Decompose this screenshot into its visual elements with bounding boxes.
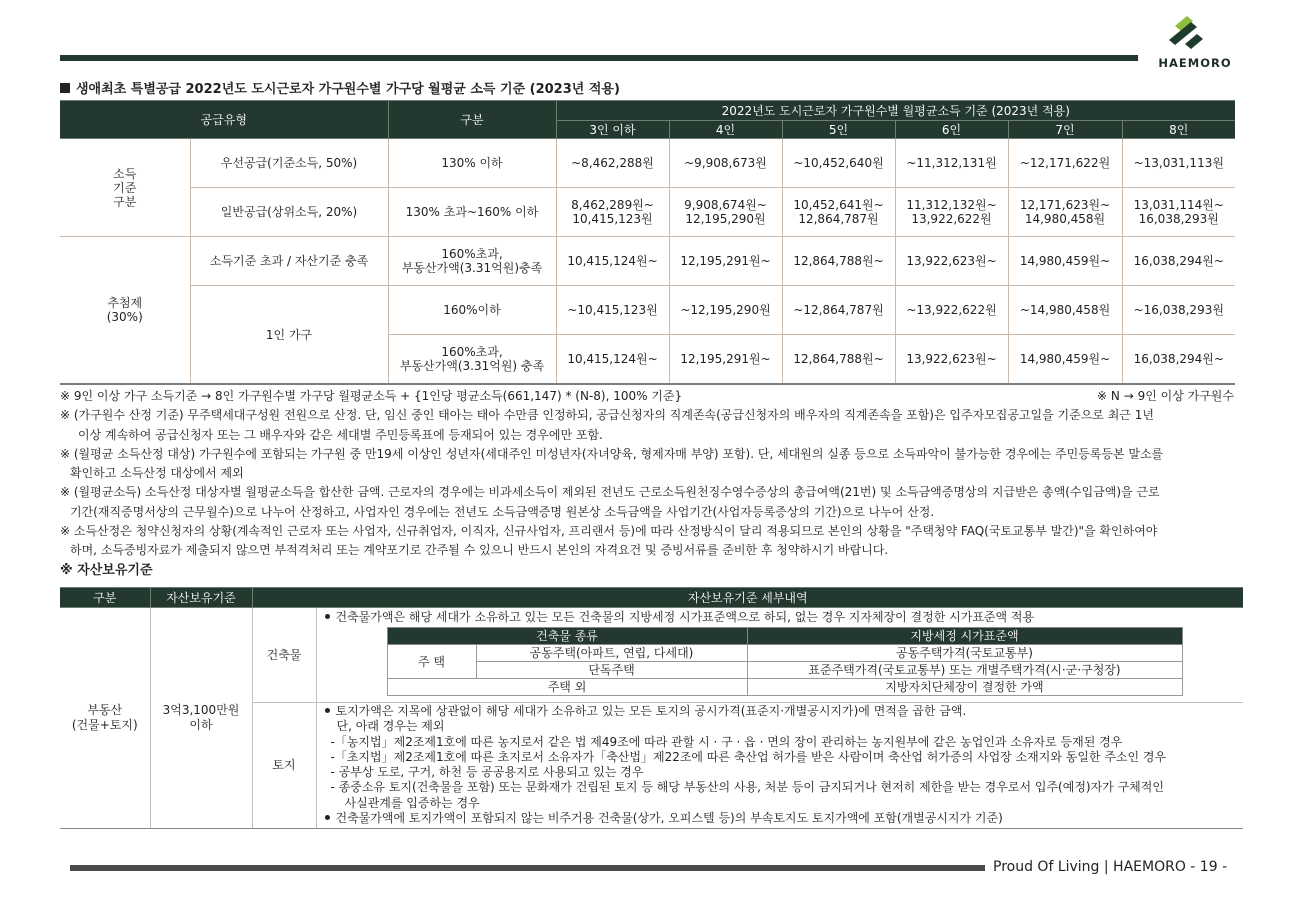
income-cell: 12,195,291원~ — [669, 237, 782, 286]
header-size-6: 6인 — [895, 121, 1008, 139]
income-cell: 10,415,124원~ — [556, 335, 669, 384]
table-row — [60, 286, 1235, 335]
note — [60, 406, 1240, 445]
note-text: 이상 계속하여 공급신청자 또는 그 배우자와 같은 세대별 주민등록표에 등재되어 있는 경우에만 포함. — [78, 427, 603, 442]
income-cell: 13,031,114원~ 16,038,293원 — [1122, 188, 1235, 237]
table-row — [387, 645, 1182, 662]
land-text: -「농지법」제2조제1호에 따른 농지로서 같은 법 제49조에 따라 관할 시 · 구 · 읍 · 면의 장이 관리하는 농지원부에 같은 농업인과 소유자로 등재된 경우 — [330, 734, 1123, 749]
table-row — [60, 139, 1235, 188]
land-text: 건축물가액에 토지가액이 포함되지 않는 비주거용 건축물(상가, 오피스텔 등)의 부속토지도 토지가액에 포함(개별공시지가 기준) — [335, 811, 1003, 826]
note — [60, 522, 1240, 561]
income-cell: ~10,452,640원 — [782, 139, 895, 188]
sub-header-value: 지방세정 시가표준액 — [747, 628, 1182, 645]
land-text: 사실관계를 입증하는 경우 — [344, 795, 480, 810]
income-cell: 13,922,623원~ — [895, 335, 1008, 384]
footer-rule — [70, 865, 985, 871]
table-row — [387, 679, 1182, 696]
section-title-text: 생애최초 특별공급 2022년도 도시근로자 가구원수별 가구당 월평균 소득 기준 (2023년 적용) — [76, 82, 620, 97]
asset-heading: ※ 자산보유기준 — [60, 562, 153, 578]
income-cell: ~9,908,673원 — [669, 139, 782, 188]
table-bottom-rule — [60, 383, 1235, 385]
asset-category: 부동산 (건물+토지) — [60, 608, 150, 829]
section-title — [60, 78, 620, 97]
building-kind: 단독주택 — [476, 662, 747, 679]
income-cell: ~12,864,787원 — [782, 286, 895, 335]
header-rule — [60, 55, 1138, 61]
bullet-icon — [325, 708, 330, 713]
building-value: 공동주택가격(국토교통부) — [747, 645, 1182, 662]
income-cell: 13,922,623원~ — [895, 237, 1008, 286]
land-text: 단, 아래 경우는 제외 — [336, 719, 445, 734]
row-criteria: 160%초과, 부동산가액(3.31억원)충족 — [388, 237, 556, 286]
sub-header-kind: 건축물 종류 — [387, 628, 747, 645]
table-row — [60, 188, 1235, 237]
income-cell: ~13,031,113원 — [1122, 139, 1235, 188]
header-supply-type: 공급유형 — [60, 101, 388, 139]
income-cell: ~13,922,622원 — [895, 286, 1008, 335]
income-cell: 9,908,674원~ 12,195,290원 — [669, 188, 782, 237]
income-cell: ~8,462,288원 — [556, 139, 669, 188]
logo — [1140, 14, 1250, 74]
building-intro: 건축물가액은 해당 세대가 소유하고 있는 모든 건축물의 지방세정 시가표준액으로 하되, 없는 경우 지자체장이 결정한 시가표준액 적용 — [335, 610, 1035, 624]
land-text: -「초지법」제2조제1호에 따른 초지로서 소유자가「축산법」제22조에 따른 축산업 허가를 받은 사람이며 축산업 허가증의 사업장 소재지와 동일한 주소인 경우 — [330, 749, 1167, 764]
notes — [60, 387, 1240, 580]
note-text: ※ 소득산정은 청약신청자의 상황(계속적인 근로자 또는 사업자, 신규취업자, 이직자, 신규사업자, 프리랜서 등)에 따라 산정방식이 달리 적용되므로 본인의 상황을 "주택청약 FAQ(국토교통부 발간)"을 확인하여야 — [60, 524, 1158, 539]
building-value: 지방자치단체장이 결정한 가액 — [747, 679, 1182, 696]
income-cell: 16,038,294원~ — [1122, 335, 1235, 384]
row-type: 1인 가구 — [190, 286, 388, 384]
income-cell: ~11,312,131원 — [895, 139, 1008, 188]
income-section-label: 소득 기준 구분 — [60, 139, 190, 237]
row-type: 우선공급(기준소득, 50%) — [190, 139, 388, 188]
income-cell: 8,462,289원~ 10,415,123원 — [556, 188, 669, 237]
building-detail — [316, 608, 1243, 703]
header-size-4: 4인 — [669, 121, 782, 139]
income-cell: 12,864,788원~ — [782, 237, 895, 286]
building-kind: 공동주택(아파트, 연립, 다세대) — [476, 645, 747, 662]
header-size-5: 5인 — [782, 121, 895, 139]
note — [60, 445, 1240, 484]
header-size-3: 3인 이하 — [556, 121, 669, 139]
building-kind: 주택 외 — [387, 679, 747, 696]
income-cell: ~12,195,290원 — [669, 286, 782, 335]
header-income-group: 2022년도 도시근로자 가구원수별 월평균소득 기준 (2023년 적용) — [556, 101, 1235, 121]
income-cell: 10,452,641원~ 12,864,787원 — [782, 188, 895, 237]
bullet-icon — [325, 614, 330, 619]
note-text: ※ (월평균 소득산정 대상) 가구원수에 포함되는 가구원 중 만19세 이상인 성년자(세대주인 미성년자(자녀양육, 형제자매 부양) 포함). 단, 세대원의 실종 등으로 소득파악이 불가능한 경우에는 주민등록등본 말소를 — [60, 446, 1164, 461]
row-criteria: 160%이하 — [388, 286, 556, 335]
building-value-table — [387, 627, 1183, 696]
table-row — [60, 237, 1235, 286]
asset-table — [60, 587, 1243, 829]
note-text: ※ N → 9인 이상 가구원수 — [1097, 389, 1234, 403]
note-text: ※ (가구원수 산정 기준) 무주택세대구성원 전원으로 산정. 단, 임신 중인 태아는 태아 수만큼 인정하되, 공급신청자의 직계존속(공급신청자의 배우자의 직계존속을 포함)은 입주자모집공고일을 기준으로 최근 1년 — [60, 408, 1154, 423]
income-cell: 16,038,294원~ — [1122, 237, 1235, 286]
note-text: 확인하고 소득산정 대상에서 제외 — [70, 466, 244, 481]
income-cell: ~14,980,458원 — [1008, 286, 1122, 335]
lottery-section-label: 추첨제 (30%) — [60, 237, 190, 384]
income-cell: 11,312,132원~ 13,922,622원 — [895, 188, 1008, 237]
table-row — [387, 662, 1182, 679]
income-cell: 14,980,459원~ — [1008, 237, 1122, 286]
header-category: 구분 — [388, 101, 556, 139]
income-cell: ~10,415,123원 — [556, 286, 669, 335]
note-text: 기간(재직증명서상의 근무월수)으로 나누어 산정하고, 사업자인 경우에는 전년도 소득금액증명 원본상 소득금액을 사업기간(사업자등록증상의 기간)으로 나누어 산정. — [70, 504, 935, 519]
income-cell: 12,864,788원~ — [782, 335, 895, 384]
asset-header-standard: 자산보유기준 — [150, 588, 252, 608]
bullet-icon — [325, 815, 330, 820]
note — [60, 387, 1240, 406]
land-text: 토지가액은 지목에 상관없이 해당 세대가 소유하고 있는 모든 토지의 공시가격(표준지·개별공시지가)에 면적을 곱한 금액. — [335, 704, 967, 718]
row-criteria: 130% 초과~160% 이하 — [388, 188, 556, 237]
row-type: 일반공급(상위소득, 20%) — [190, 188, 388, 237]
row-type: 소득기준 초과 / 자산기준 충족 — [190, 237, 388, 286]
note-text: ※ (월평균소득) 소득산정 대상자별 월평균소득을 합산한 금액. 근로자의 경우에는 비과세소득이 제외된 전년도 근로소득원천징수영수증상의 총급여액(21번) 및 소득금액증명상의 지급받은 총액(수입금액)을 근로 — [60, 485, 1160, 500]
income-cell: ~16,038,293원 — [1122, 286, 1235, 335]
haemoro-logo-icon — [1167, 14, 1223, 54]
land-label: 토지 — [252, 703, 316, 829]
land-text: - 공부상 도로, 구거, 하천 등 공공용지로 사용되고 있는 경우 — [330, 765, 644, 780]
row-criteria: 130% 이하 — [388, 139, 556, 188]
asset-header-detail: 자산보유기준 세부내역 — [252, 588, 1243, 608]
building-value: 표준주택가격(국토교통부) 또는 개별주택가격(시·군·구청장) — [747, 662, 1182, 679]
note — [60, 483, 1240, 522]
header-size-8: 8인 — [1122, 121, 1235, 139]
asset-standard: 3억3,100만원 이하 — [150, 608, 252, 829]
building-label: 건축물 — [252, 608, 316, 703]
income-cell: 10,415,124원~ — [556, 237, 669, 286]
note-text: ※ 9인 이상 가구 소득기준 → 8인 가구원수별 가구당 월평균소득 + {1인당 평균소득(661,147) * (N-8), 100% 기준} — [60, 389, 683, 403]
logo-text: HAEMORO — [1158, 56, 1232, 70]
asset-header-category: 구분 — [60, 588, 150, 608]
income-cell: ~12,171,622원 — [1008, 139, 1122, 188]
square-bullet-icon — [60, 83, 70, 93]
income-cell: 14,980,459원~ — [1008, 335, 1122, 384]
land-detail — [316, 703, 1243, 829]
footer-text: Proud Of Living | HAEMORO - 19 - — [993, 859, 1228, 875]
row-criteria: 160%초과, 부동산가액(3.31억원) 충족 — [388, 335, 556, 384]
land-text: - 종중소유 토지(건축물을 포함) 또는 문화재가 건립된 토지 등 해당 부동산의 사용, 처분 등이 금지되거나 현저히 제한을 받는 경우로서 입주(예정)자가 구체적인 — [330, 780, 1164, 795]
income-cell: 12,171,623원~ 14,980,458원 — [1008, 188, 1122, 237]
income-cell: 12,195,291원~ — [669, 335, 782, 384]
income-table — [60, 100, 1235, 384]
header-size-7: 7인 — [1008, 121, 1122, 139]
housing-label: 주 택 — [387, 645, 476, 679]
note-text: 하며, 소득증빙자료가 제출되지 않으면 부적격처리 또는 계약포기로 간주될 수 있으니 반드시 본인의 자격요건 및 증빙서류를 준비한 후 청약하시기 바랍니다. — [70, 543, 889, 558]
